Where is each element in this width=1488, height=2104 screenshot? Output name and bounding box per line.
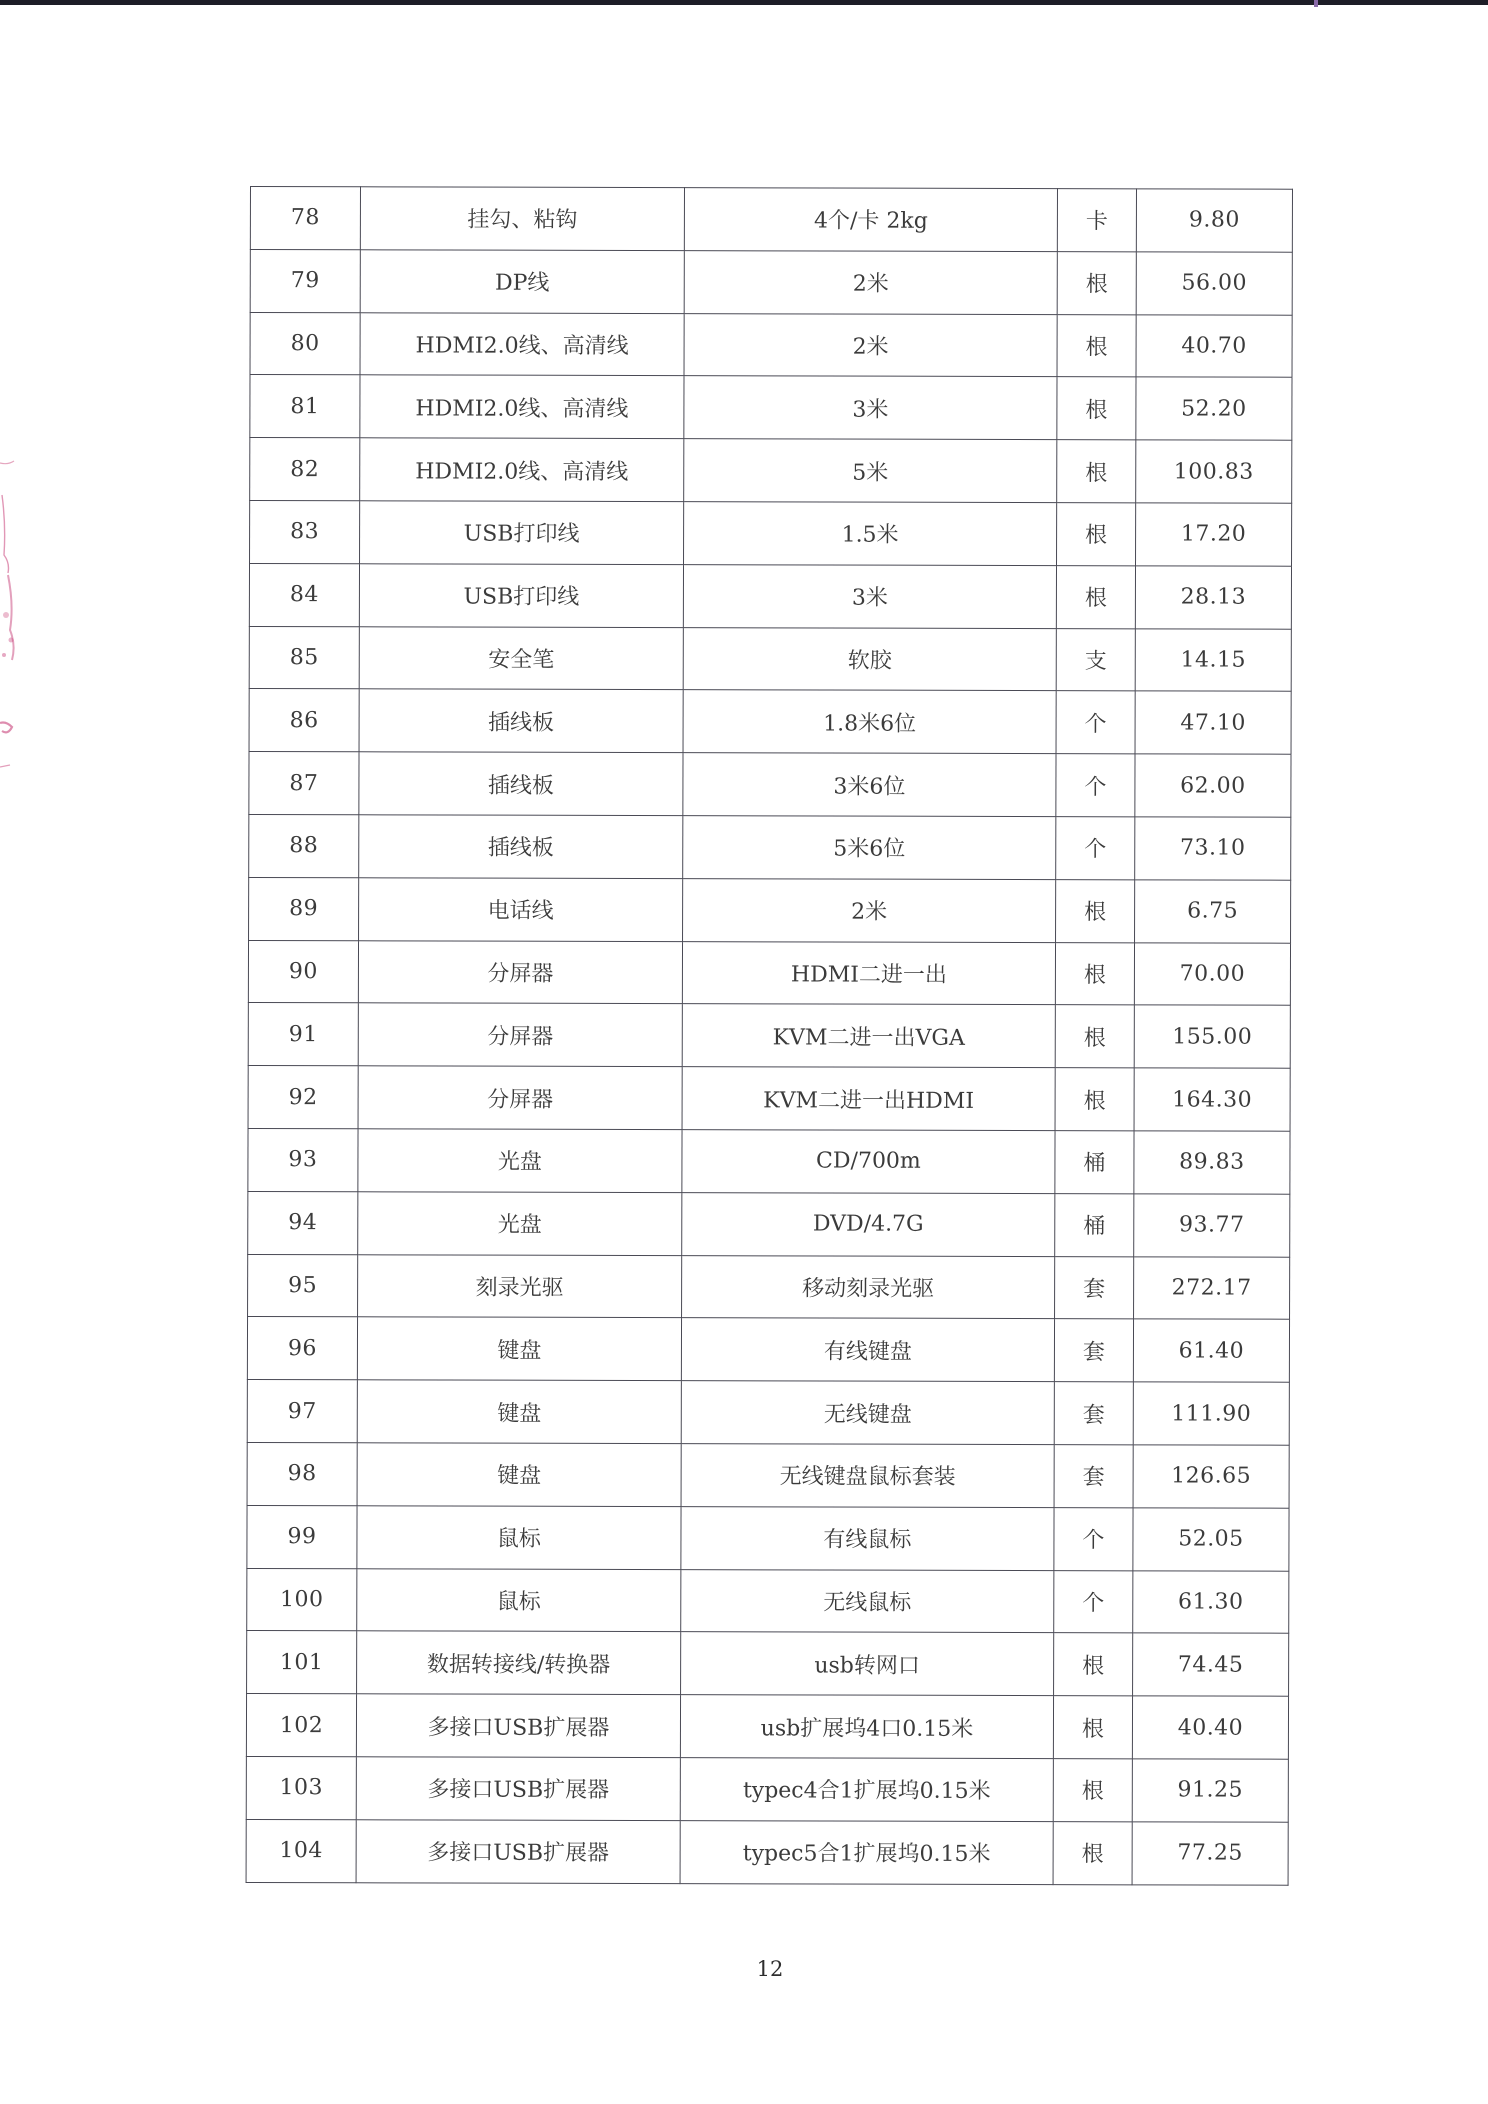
item-number-cell: 94: [248, 1191, 358, 1254]
item-spec-cell: usb扩展坞4口0.15米: [680, 1695, 1053, 1759]
item-spec-cell: 3米: [683, 564, 1056, 628]
item-spec-cell: KVM二进一出HDMI: [682, 1067, 1055, 1131]
item-number-cell: 99: [247, 1505, 357, 1568]
item-price-cell: 28.13: [1135, 566, 1291, 629]
item-name-cell: 插线板: [359, 689, 683, 753]
item-unit-cell: 根: [1057, 314, 1136, 377]
item-number-cell: 84: [249, 563, 359, 626]
item-unit-cell: 套: [1054, 1382, 1133, 1445]
table-row: [249, 752, 1291, 818]
item-spec-cell: 3米6位: [683, 753, 1056, 817]
item-unit-cell: 根: [1055, 1005, 1134, 1068]
item-spec-cell: usb转网口: [681, 1632, 1054, 1696]
scan-top-edge: [0, 0, 1488, 5]
item-spec-cell: 3米: [684, 376, 1057, 440]
item-number-cell: 88: [249, 814, 359, 877]
item-number-cell: 82: [250, 438, 360, 501]
table-row: [247, 1568, 1289, 1634]
item-price-cell: 61.30: [1133, 1570, 1289, 1633]
item-number-cell: 104: [246, 1819, 356, 1882]
item-number-cell: 89: [249, 877, 359, 940]
item-price-cell: 89.83: [1134, 1131, 1290, 1194]
table-row: [247, 1442, 1289, 1508]
item-price-cell: 61.40: [1133, 1319, 1289, 1382]
item-name-cell: USB打印线: [359, 564, 683, 628]
item-name-cell: 键盘: [357, 1443, 681, 1507]
item-number-cell: 78: [250, 187, 360, 250]
item-price-cell: 164.30: [1134, 1068, 1290, 1131]
item-price-cell: 9.80: [1136, 189, 1292, 252]
table-row: [248, 1128, 1290, 1194]
item-spec-cell: 2米: [683, 878, 1056, 942]
item-unit-cell: 套: [1055, 1256, 1134, 1319]
item-number-cell: 85: [249, 626, 359, 689]
item-number-cell: 80: [250, 312, 360, 375]
item-unit-cell: 套: [1054, 1319, 1133, 1382]
item-price-cell: 100.83: [1136, 440, 1292, 503]
item-number-cell: 92: [248, 1066, 358, 1129]
item-spec-cell: HDMI二进一出: [682, 941, 1055, 1005]
item-price-cell: 14.15: [1135, 628, 1291, 691]
item-number-cell: 98: [247, 1442, 357, 1505]
item-price-cell: 47.10: [1135, 691, 1291, 754]
item-price-cell: 56.00: [1136, 252, 1292, 315]
item-name-cell: DP线: [360, 250, 684, 314]
item-name-cell: 安全笔: [359, 626, 683, 690]
table-row: [250, 187, 1292, 253]
item-name-cell: 鼠标: [357, 1506, 681, 1570]
item-price-cell: 126.65: [1133, 1445, 1289, 1508]
item-spec-cell: 2米: [684, 313, 1057, 377]
item-unit-cell: 根: [1057, 440, 1136, 503]
item-unit-cell: 根: [1053, 1759, 1132, 1822]
table-row: [249, 814, 1291, 880]
item-price-cell: 62.00: [1135, 754, 1291, 817]
seal-stamp-bleed: [0, 455, 24, 795]
item-spec-cell: 无线键盘: [681, 1381, 1054, 1445]
item-unit-cell: 根: [1057, 377, 1136, 440]
item-unit-cell: 个: [1056, 817, 1135, 880]
item-spec-cell: 4个/卡 2kg: [684, 188, 1057, 252]
item-name-cell: 多接口USB扩展器: [356, 1820, 680, 1884]
item-name-cell: 键盘: [357, 1317, 681, 1381]
item-name-cell: 分屏器: [358, 1066, 682, 1130]
table-row: [250, 438, 1292, 504]
table-row: [247, 1505, 1289, 1571]
item-spec-cell: 1.5米: [684, 502, 1057, 566]
item-number-cell: 95: [248, 1254, 358, 1317]
table-row: [250, 312, 1292, 378]
item-spec-cell: 移动刻录光驱: [682, 1255, 1055, 1319]
item-name-cell: 多接口USB扩展器: [356, 1694, 680, 1758]
item-spec-cell: 有线键盘: [681, 1318, 1054, 1382]
item-spec-cell: 无线鼠标: [681, 1569, 1054, 1633]
item-spec-cell: 2米: [684, 250, 1057, 314]
price-table-body: [246, 187, 1292, 1885]
item-number-cell: 103: [246, 1756, 356, 1819]
item-spec-cell: CD/700m: [682, 1130, 1055, 1194]
item-unit-cell: 桶: [1055, 1193, 1134, 1256]
table-row: [249, 877, 1291, 943]
item-spec-cell: 软胶: [683, 627, 1056, 691]
item-price-cell: 272.17: [1134, 1256, 1290, 1319]
item-name-cell: 刻录光驱: [358, 1254, 682, 1318]
item-unit-cell: 根: [1055, 1068, 1134, 1131]
item-price-cell: 74.45: [1133, 1633, 1289, 1696]
table-row: [250, 500, 1292, 566]
item-price-cell: 73.10: [1135, 817, 1291, 880]
table-row: [249, 689, 1291, 755]
table-row: [249, 563, 1291, 629]
item-number-cell: 93: [248, 1128, 358, 1191]
item-spec-cell: 无线键盘鼠标套装: [681, 1444, 1054, 1508]
item-unit-cell: 根: [1056, 879, 1135, 942]
item-name-cell: USB打印线: [360, 501, 684, 565]
item-unit-cell: 套: [1054, 1445, 1133, 1508]
item-name-cell: 电话线: [359, 878, 683, 942]
item-number-cell: 79: [250, 249, 360, 312]
item-name-cell: HDMI2.0线、高清线: [360, 375, 684, 439]
item-name-cell: 鼠标: [357, 1568, 681, 1632]
item-name-cell: 键盘: [357, 1380, 681, 1444]
item-name-cell: HDMI2.0线、高清线: [360, 312, 684, 376]
table-row: [248, 1254, 1290, 1320]
item-spec-cell: typec4合1扩展坞0.15米: [680, 1758, 1053, 1822]
item-unit-cell: 个: [1056, 691, 1135, 754]
item-unit-cell: 根: [1057, 503, 1136, 566]
item-price-cell: 40.40: [1132, 1696, 1288, 1759]
item-number-cell: 101: [247, 1631, 357, 1694]
item-number-cell: 96: [247, 1317, 357, 1380]
item-number-cell: 91: [248, 1003, 358, 1066]
item-number-cell: 100: [247, 1568, 357, 1631]
item-number-cell: 97: [247, 1380, 357, 1443]
item-unit-cell: 桶: [1055, 1131, 1134, 1194]
item-spec-cell: 5米6位: [683, 816, 1056, 880]
table-row: [246, 1694, 1288, 1760]
table-row: [250, 375, 1292, 441]
item-name-cell: 光盘: [358, 1192, 682, 1256]
table-row: [249, 626, 1291, 692]
item-spec-cell: typec5合1扩展坞0.15米: [680, 1820, 1053, 1884]
item-number-cell: 102: [246, 1694, 356, 1757]
item-price-cell: 155.00: [1134, 1005, 1290, 1068]
item-unit-cell: 个: [1054, 1570, 1133, 1633]
item-number-cell: 90: [248, 940, 358, 1003]
item-price-cell: 40.70: [1136, 314, 1292, 377]
table-row: [250, 249, 1292, 315]
item-spec-cell: KVM二进一出VGA: [682, 1004, 1055, 1068]
item-price-cell: 17.20: [1136, 503, 1292, 566]
scan-edge-mark: [1314, 0, 1318, 7]
item-price-cell: 91.25: [1132, 1759, 1288, 1822]
table-row: [247, 1631, 1289, 1697]
table-row: [246, 1756, 1288, 1822]
item-spec-cell: 有线鼠标: [681, 1506, 1054, 1570]
item-unit-cell: 个: [1056, 754, 1135, 817]
item-spec-cell: 1.8米6位: [683, 690, 1056, 754]
item-number-cell: 81: [250, 375, 360, 438]
item-unit-cell: 卡: [1057, 189, 1136, 252]
table-row: [248, 1003, 1290, 1069]
item-name-cell: 光盘: [358, 1129, 682, 1193]
table-row: [248, 1066, 1290, 1132]
item-price-cell: 77.25: [1132, 1822, 1288, 1885]
table-row: [248, 1191, 1290, 1257]
table-row: [248, 940, 1290, 1006]
item-spec-cell: DVD/4.7G: [682, 1192, 1055, 1256]
item-price-cell: 111.90: [1133, 1382, 1289, 1445]
item-spec-cell: 5米: [684, 439, 1057, 503]
item-unit-cell: 根: [1054, 1633, 1133, 1696]
page-number: 12: [756, 1957, 784, 1981]
item-name-cell: 挂勾、粘钩: [360, 187, 684, 251]
item-price-cell: 6.75: [1135, 880, 1291, 943]
item-name-cell: 插线板: [359, 815, 683, 879]
item-name-cell: 分屏器: [358, 940, 682, 1004]
item-unit-cell: 根: [1053, 1696, 1132, 1759]
item-name-cell: 多接口USB扩展器: [356, 1757, 680, 1821]
item-price-cell: 52.05: [1133, 1508, 1289, 1571]
item-unit-cell: 根: [1053, 1821, 1132, 1884]
item-name-cell: 数据转接线/转换器: [357, 1631, 681, 1695]
price-table: [246, 186, 1293, 1885]
item-price-cell: 70.00: [1134, 942, 1290, 1005]
table-row: [247, 1317, 1289, 1383]
item-unit-cell: 个: [1054, 1507, 1133, 1570]
item-price-cell: 52.20: [1136, 377, 1292, 440]
item-name-cell: 分屏器: [358, 1003, 682, 1067]
item-unit-cell: 根: [1056, 565, 1135, 628]
item-name-cell: 插线板: [359, 752, 683, 816]
item-name-cell: HDMI2.0线、高清线: [360, 438, 684, 502]
item-price-cell: 93.77: [1134, 1194, 1290, 1257]
item-number-cell: 86: [249, 689, 359, 752]
table-row: [246, 1819, 1288, 1885]
item-number-cell: 83: [250, 500, 360, 563]
item-unit-cell: 支: [1056, 628, 1135, 691]
item-unit-cell: 根: [1057, 251, 1136, 314]
item-unit-cell: 根: [1055, 942, 1134, 1005]
item-number-cell: 87: [249, 752, 359, 815]
table-row: [247, 1380, 1289, 1446]
